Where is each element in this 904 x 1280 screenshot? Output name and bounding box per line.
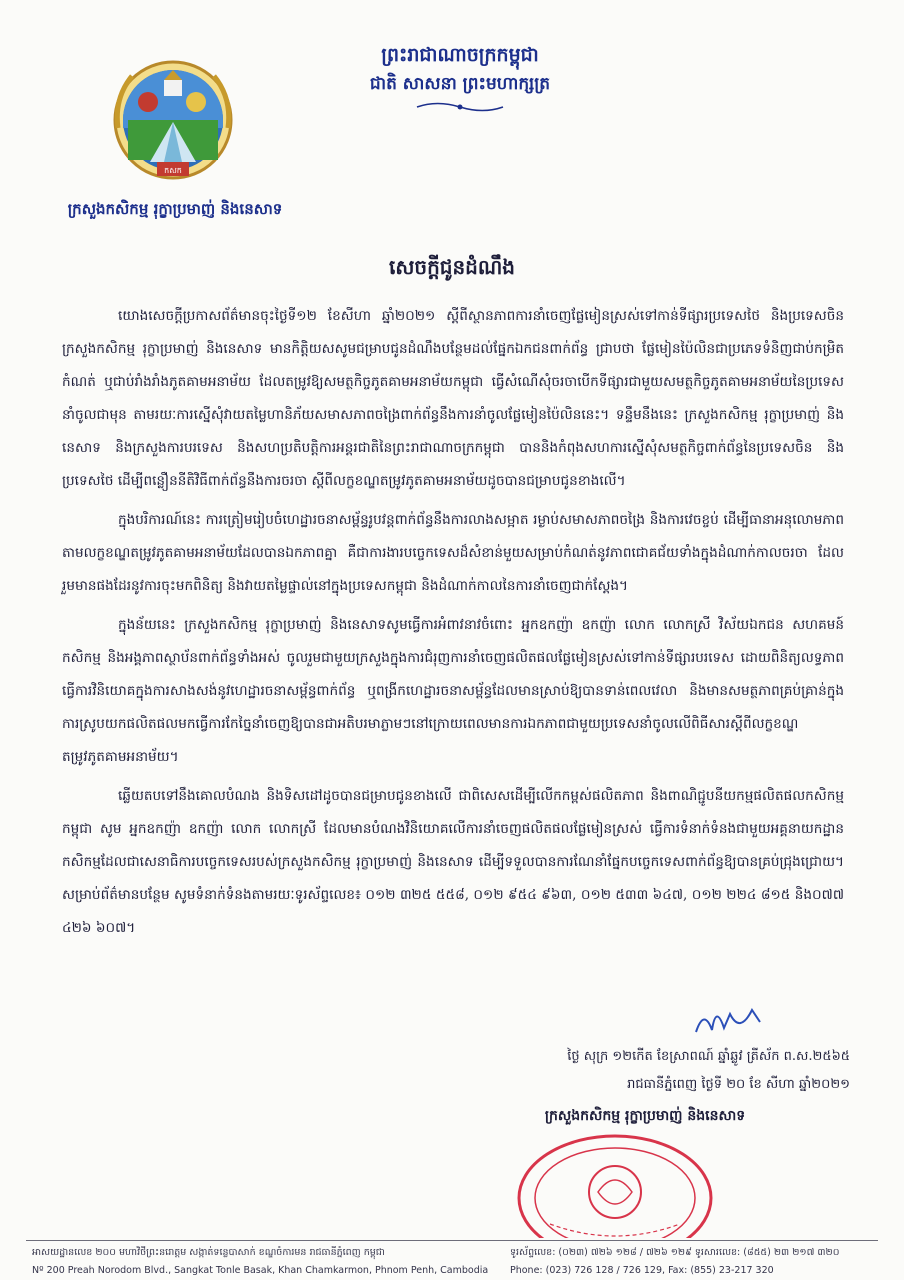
date-block (420, 1043, 850, 1099)
solar-date: រាជធានីភ្នំពេញ ថ្ងៃទី ២០ ខែ សីហា ឆ្នាំ២០២១ (627, 1077, 850, 1092)
kingdom-title: ព្រះរាជាណាចក្រកម្ពុជា (381, 44, 539, 66)
ministry-logo (108, 58, 238, 190)
footer-address (32, 1244, 492, 1280)
footer-divider (26, 1240, 878, 1241)
document-title: សេចក្តីជូនដំណឹង (389, 255, 515, 279)
paragraph: ក្នុងន័យនេះ ក្រសួងកសិកម្ម រុក្ខាប្រមាញ់ និងនេសាទសូមធ្វើការអំពាវនាវចំពោះ អ្នកឧកញ៉ា ឧកញ៉ា លោក លោកស្រី វិស័យឯកជន សហគមន៍កសិកម្ម និងអង្គភាពស្ថាប័នពាក់ព័ន្ធទាំងអស់ ចូលរួមជាមួយក្រសួងក្នុងការជំរុញការនាំចេញផលិតផលផ្លែមៀនស្រស់ទៅកាន់ទីផ្សារបរទេស ដោយពិនិត្យលទ្ធភាពធ្វើការវិនិយោគក្នុងការសាងសង់នូវហេដ្ឋារចនាសម្ព័ន្ធពាក់ព័ន្ធ ឬពង្រីកហេដ្ឋារចនាសម្ព័ន្ធដែលមានស្រាប់ឱ្យបានទាន់ពេលវេលា និងមានសមត្ថភាពគ្រប់គ្រាន់ក្នុងការស្រូបយកផលិតផលមកធ្វើការកែច្នៃនាំចេញឱ្យបានជាអតិបរមាភ្លាមៗនៅក្រោយពេលមានការឯកភាពជាមួយប្រទេសនាំចូលលើពិធីសារស្តីពីលក្ខខណ្ឌតម្រូវភូតគាមអនាម័យ។ (62, 617, 844, 765)
paragraph: យោងសេចក្តីប្រកាសព័ត៌មានចុះថ្ងៃទី១២ ខែសីហា ឆ្នាំ២០២១ ស្តីពីស្ថានភាពការនាំចេញផ្លែមៀនស្រស់ទៅកាន់ទីផ្សារប្រទេសថៃ និងប្រទេសចិន ក្រសួងកសិកម្ម រុក្ខាប្រមាញ់ និងនេសាទ មានកិត្តិយសសូមជម្រាបជូនដំណឹងបន្ថែមដល់ផ្នែកឯកជនពាក់ព័ន្ធ ជ្រាបថា ផ្លែមៀនប៉ៃលិនជាប្រភេទទំនិញជាប់កម្រិតកំណត់ ឬជាប់រាំងរាំងភូតគាមអនាម័យ ដែលតម្រូវឱ្យសមត្ថកិច្ចភូតគាមអនាម័យកម្ពុជា ធ្វើសំណើសុំចរចាបើកទីផ្សារជាមួយសមត្ថកិច្ចភូតគាមអនាម័យនៃប្រទេសនាំចូលជាមុន តាមរយៈការស្នើសុំវាយតម្លៃហានិភ័យសមាសភាពចង្រៃពាក់ព័ន្ធនឹងការនាំចូលផ្លែមៀនប៉ៃលិននេះ។ ទន្ទឹមនឹងនេះ ក្រសួងកសិកម្ម រុក្ខាប្រមាញ់ និងនេសាទ និងក្រសួងការបរទេស និងសហប្រតិបត្តិការអន្តរជាតិនៃព្រះរាជាណាចក្រកម្ពុជា បាននិងកំពុងសហការស្នើសុំសមត្ថកិច្ចពាក់ព័ន្ធនៃប្រទេសចិន និងប្រទេសថៃ ដើម្បីពន្លឿននីតិវិធីពាក់ព័ន្ធនឹងការចរចា ស្តីពីលក្ខខណ្ឌតម្រូវភូតគាមអនាម័យដូចបានជម្រាបជូនខាងលើ។ (62, 308, 844, 489)
national-motto: ជាតិ សាសនា ព្រះមហាក្សត្រ (369, 74, 551, 94)
initials-signature-icon (690, 1000, 770, 1040)
signing-ministry: ក្រសួងកសិកម្ម រុក្ខាប្រមាញ់ និងនេសាទ (544, 1108, 746, 1124)
logo-text: កសក (164, 166, 182, 175)
paragraph: ឆ្លើយតបទៅនឹងគោលបំណង និងទិសដៅដូចបានជម្រាបជូនខាងលើ ជាពិសេសដើម្បីលើកកម្ពស់ផលិតភាព និងពាណិជ្ជូបនីយកម្មផលិតផលកសិកម្មកម្ពុជា សូម អ្នកឧកញ៉ា ឧកញ៉ា លោក លោកស្រី ដែលមានបំណងវិនិយោគលើការនាំចេញផលិតផលផ្លែមៀនស្រស់ ធ្វើការទំនាក់ទំនងជាមួយអគ្គនាយកដ្ឋានកសិកម្មដែលជាសេនាធិការបច្ចេកទេសរបស់ក្រសួងកសិកម្ម រុក្ខាប្រមាញ់ និងនេសាទ ដើម្បីទទួលបានការណែនាំផ្នែកបច្ចេកទេសពាក់ព័ន្ធឱ្យបានគ្រប់ជ្រុងជ្រោយ។ សម្រាប់ព័ត៌មានបន្ថែម សូមទំនាក់ទំនងតាមរយៈទូរស័ព្ទលេខ៖ ០១២ ៣២៥ ៥៥៨, ០១២ ៩៥៤ ៩៦៣, ០១២ ៥៣៣ ៦៤៧, ០១២ ២២៤ ៨១៥ និង០៧៧ ៤២៦ ៦០៧។ (62, 788, 844, 936)
ministry-seal-icon (108, 58, 238, 190)
phone-english: Phone: (023) 726 128 / 726 129, Fax: (855) 23-217 320 (510, 1265, 774, 1276)
footer-contact (510, 1244, 880, 1280)
paragraph: ក្នុងបរិការណ៍នេះ ការត្រៀមរៀបចំហេដ្ឋារចនាសម្ព័ន្ធរូបវន្តពាក់ព័ន្ធនឹងការលាងសម្អាត រម្ងាប់សមាសភាពចង្រៃ និងការវេចខ្ចប់ ដើម្បីធានាអនុលោមភាពតាមលក្ខខណ្ឌតម្រូវភូតគាមអនាម័យដែលបានឯកភាពគ្នា គឺជាការងារបច្ចេកទេសដ៏សំខាន់មួយសម្រាប់កំណត់នូវភាពជោគជ័យទាំងក្នុងដំណាក់កាលចរចា ដែលរួមមានផងដែរនូវការចុះមកពិនិត្យ និងវាយតម្លៃផ្ទាល់នៅក្នុងប្រទេសកម្ពុជា និងដំណាក់កាលនៃការនាំចេញជាក់ស្តែង។ (62, 512, 844, 594)
official-stamp-icon (510, 1128, 720, 1238)
phone-khmer: ទូរស័ព្ទលេខ: (០២៣) ៧២៦ ១២៨ / ៧២៦ ១២៩ ទូរសារលេខ: (៨៥៥) ២៣ ២១៧ ៣២០ (510, 1247, 840, 1258)
address-khmer: អាសយដ្ឋានលេខ ២០០ មហាវិថីព្រះនរោត្តម សង្កាត់ទន្លេបាសាក់ ខណ្ឌចំការមន រាជធានីភ្នំពេញ កម្ពុជា (32, 1247, 385, 1258)
address-english: Nº 200 Preah Norodom Blvd., Sangkat Tonle Basak, Khan Chamkarmon, Phnom Penh, Cambodia (32, 1265, 489, 1276)
ornament-divider-icon (415, 100, 505, 114)
lunar-date: ថ្ងៃ សុក្រ ១២កើត ខែស្រាពណ៍ ឆ្នាំឆ្លូវ ត្រីស័ក ព.ស.២៥៦៥ (567, 1049, 850, 1064)
document-body (62, 300, 844, 951)
ministry-name-header: ក្រសួងកសិកម្ម រុក្ខាប្រមាញ់ និងនេសាទ (67, 200, 283, 218)
kingdom-header (330, 40, 590, 114)
